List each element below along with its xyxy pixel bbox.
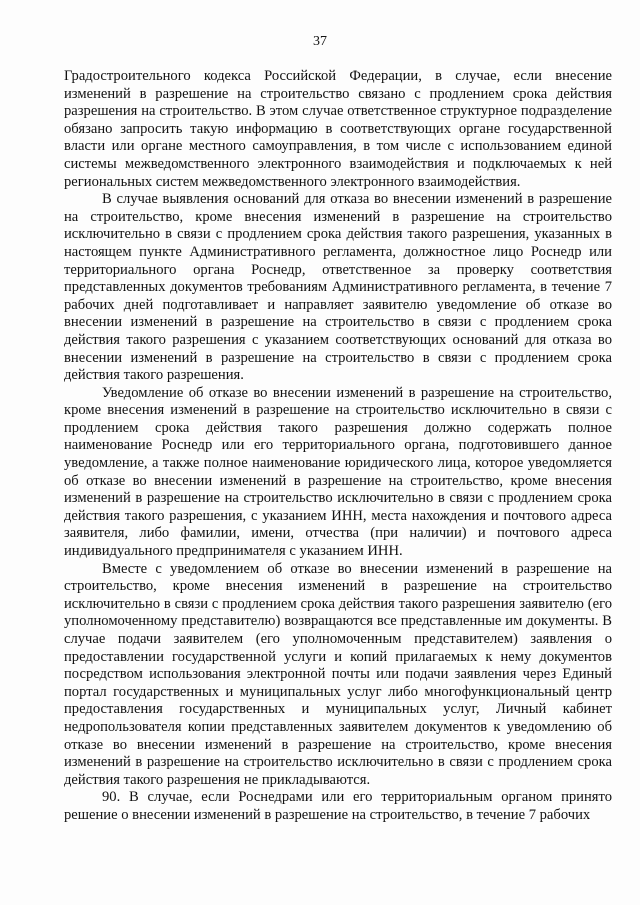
paragraph-refusal-notice-content: Уведомление об отказе во внесении изменений в разрешение на строительство, кроме внесения изменений в разрешение на строительство исключительно в связи с продлением срока действия такого разрешения должно содержать полное наименование Роснедр или его территориального органа, подготовившего данное уведомление, а также полное наименование юридического лица, которое уведомляется об отказе во внесении изменений в разрешение на строительство, кроме внесения изменений в разрешение на строительство исключительно в связи с продлением срока действия такого разрешения, с указанием ИНН, места нахождения и почтового адреса заявителя, либо фамилии, имени, отчества (при наличии) и почтового адреса индивидуального предпринимателя с указанием ИНН.	[64, 384, 612, 560]
document-body	[64, 68, 612, 825]
paragraph-documents-return: Вместе с уведомлением об отказе во внесении изменений в разрешение на строительство, кроме внесения изменений в разрешение на строительство исключительно в связи с продлением срока действия такого разрешения заявителю (его уполномоченному представителю) возвращаются все представленные им документы. В случае подачи заявителем (его уполномоченным представителем) заявления о предоставлении государственной услуги и копий прилагаемых к нему документов посредством использования электронной почты или подачи заявления через Единый портал государственных и муниципальных услуг либо многофункциональный центр предоставления государственных и муниципальных услуг, Личный кабинет недропользователя копии представленных заявителем документов к уведомлению об отказе во внесении изменений в разрешение на строительство, кроме внесения изменений в разрешение на строительство исключительно в связи с продлением срока действия такого разрешения не прикладываются.	[64, 560, 612, 788]
page-number: 37	[313, 34, 327, 49]
paragraph-item-90: 90. В случае, если Роснедрами или его территориальным органом принято решение о внесении изменений в разрешение на строительство, в течение 7 рабочих	[64, 789, 612, 823]
paragraph-refusal-grounds: В случае выявления оснований для отказа во внесении изменений в разрешение на строительство, кроме внесения изменений в разрешение на строительство исключительно в связи с продлением срока действия такого разрешения, указанных в настоящем пункте Административного регламента, должностное лицо Роснедр или территориального органа Роснедр, ответственное за проверку соответствия представленных документов требованиям Административного регламента, в течение 7 рабочих дней подготавливает и направляет заявителю уведомление об отказе во внесении изменений в разрешение на строительство в связи с продлением срока действия такого разрешения с указанием соответствующих оснований для отказа во внесении изменений в разрешение на строительство в связи с продлением срока действия такого разрешения.	[64, 191, 612, 384]
paragraph-continuation: Градостроительного кодекса Российской Федерации, в случае, если внесение изменений в разрешение на строительство связано с продлением срока действия разрешения на строительство. В этом случае ответственное структурное подразделение обязано запросить такую информацию в соответствующих органе государственной власти или органе местного самоуправления, в том числе с использованием единой системы межведомственного электронного взаимодействия и подключаемых к ней региональных систем межведомственного электронного взаимодействия.	[64, 68, 612, 190]
